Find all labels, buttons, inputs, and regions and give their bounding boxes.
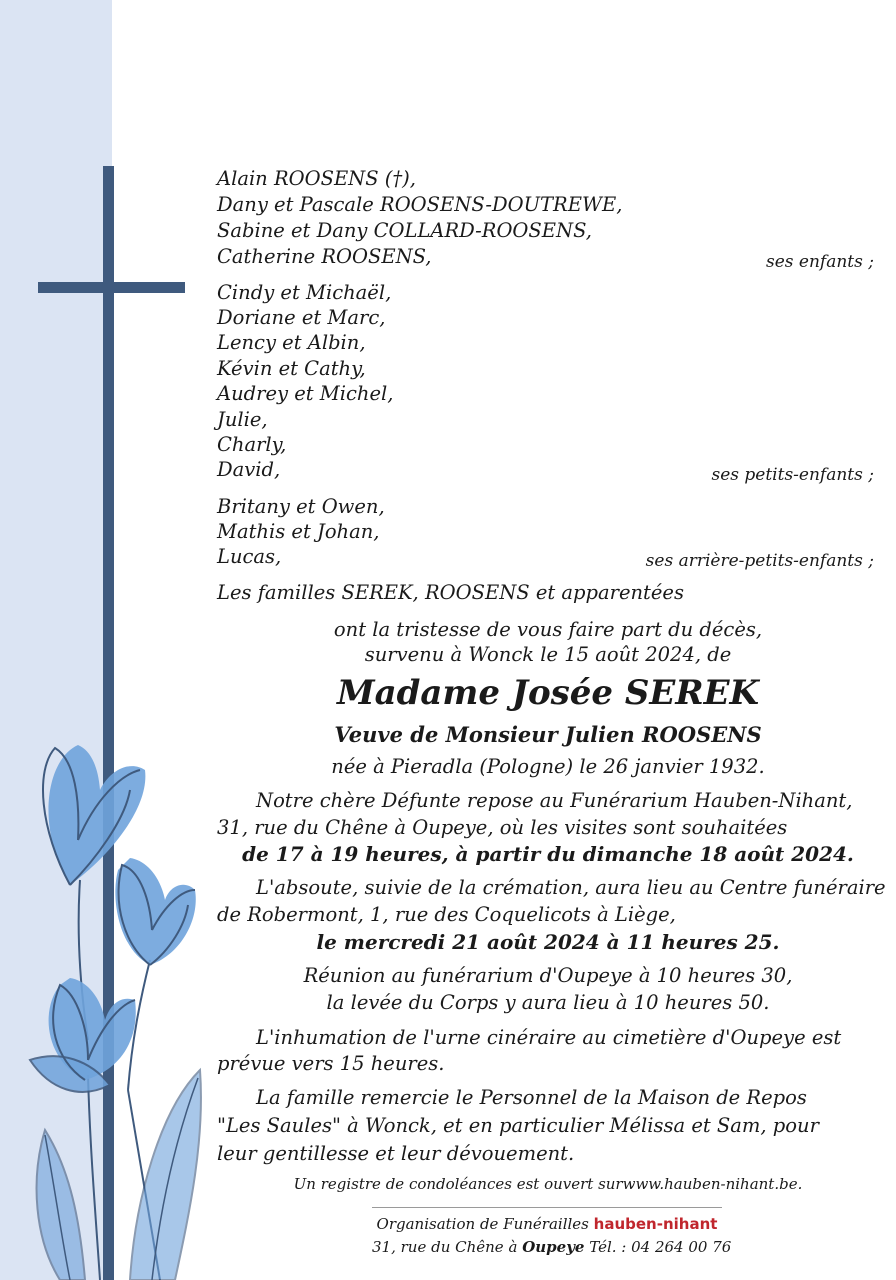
- rest-line: Notre chère Défunte repose au Funérarium Hauben-Nihant,: [256, 789, 853, 812]
- rest-line: 31, rue du Chêne à Oupeye, où les visites sont souhaitées: [217, 816, 788, 839]
- condolences-note: Un registre de condoléances est ouvert surwww.hauben-nihant.be.: [293, 1175, 803, 1193]
- children-label: ses enfants ;: [766, 252, 874, 272]
- reunion-line: la levée du Corps y aura lieu à 10 heures 50.: [326, 991, 770, 1014]
- footer-address: 31, rue du Chêne à: [372, 1238, 518, 1256]
- grandchild-line: Kévin et Cathy,: [217, 357, 366, 380]
- footer-town: Oupeye: [522, 1238, 585, 1256]
- footer-address-line: [372, 1238, 732, 1256]
- leaf-right-icon: [130, 1070, 201, 1280]
- child-line: Sabine et Dany COLLARD-ROOSENS,: [217, 219, 592, 242]
- grandchild-line: Doriane et Marc,: [217, 306, 386, 329]
- absolution-date: le mercredi 21 août 2024 à 11 heures 25.: [316, 930, 780, 954]
- great-grandchild-line: Britany et Owen,: [217, 495, 385, 518]
- families-line: Les familles SEREK, ROOSENS et apparentées: [217, 581, 684, 604]
- footer-org-prefix: Organisation de Funérailles: [376, 1215, 589, 1233]
- leaf-left-icon: [37, 1130, 85, 1280]
- deceased-name: Madame Josée SEREK: [336, 673, 760, 713]
- reunion-line: Réunion au funérarium d'Oupeye à 10 heures 30,: [303, 964, 793, 987]
- grandchildren-label: ses petits-enfants ;: [711, 465, 874, 485]
- great-grandchild-line: Mathis et Johan,: [217, 520, 380, 543]
- great-grandchildren-label: ses arrière-petits-enfants ;: [645, 551, 874, 571]
- brand-logo: hauben-nihant: [593, 1215, 718, 1233]
- tulip-bottom-icon: [30, 978, 136, 1092]
- burial-line: L'inhumation de l'urne cinéraire au cimetière d'Oupeye est: [256, 1026, 842, 1049]
- grandchild-line: Audrey et Michel,: [217, 382, 394, 405]
- absolution-line: de Robermont, 1, rue des Coquelicots à Liège,: [217, 903, 676, 926]
- thanks-line: leur gentillesse et leur dévouement.: [217, 1142, 575, 1165]
- birth-line: née à Pieradla (Pologne) le 26 janvier 1932.: [331, 755, 765, 778]
- grandchild-line: Julie,: [217, 408, 268, 431]
- absolution-line: L'absoute, suivie de la crémation, aura lieu au Centre funéraire: [256, 876, 886, 899]
- footer-org-line: [372, 1215, 722, 1233]
- announcement-line: ont la tristesse de vous faire part du décès,: [333, 618, 763, 641]
- burial-line: prévue vers 15 heures.: [217, 1052, 445, 1075]
- visit-hours: de 17 à 19 heures, à partir du dimanche 18 août 2024.: [242, 842, 854, 866]
- child-line: Dany et Pascale ROOSENS-DOUTREWE,: [217, 193, 623, 216]
- thanks-line: La famille remercie le Personnel de la Maison de Repos: [256, 1086, 807, 1109]
- grandchild-line: Charly,: [217, 433, 287, 456]
- footer-phone: Tél. : 04 264 00 76: [589, 1238, 732, 1256]
- great-grandchild-line: Lucas,: [217, 545, 282, 568]
- cross-icon: [38, 166, 185, 1280]
- thanks-line: "Les Saules" à Wonck, et en particulier Mélissa et Sam, pour: [217, 1114, 819, 1137]
- grandchild-line: Lency et Albin,: [217, 331, 366, 354]
- grandchild-line: Cindy et Michaël,: [217, 281, 392, 304]
- child-line: Catherine ROOSENS,: [217, 245, 432, 268]
- announcement-line: survenu à Wonck le 15 août 2024, de: [364, 643, 732, 666]
- widow-of: Veuve de Monsieur Julien ROOSENS: [334, 722, 762, 747]
- footer-divider: [372, 1207, 722, 1208]
- grandchild-line: David,: [217, 458, 281, 481]
- child-line: Alain ROOSENS (†),: [217, 167, 416, 190]
- tulip-middle-icon: [115, 858, 195, 965]
